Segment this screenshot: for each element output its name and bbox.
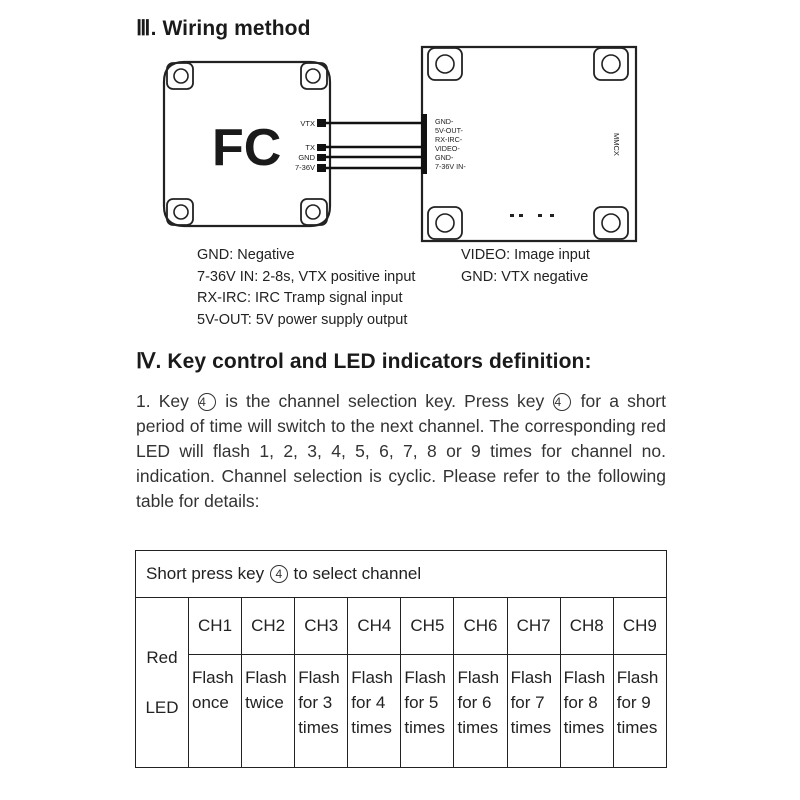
flash-line: once — [192, 693, 229, 712]
para-text: for a short period of time will switch to the next channel. The corresponding red LED will flash 1, 2, 3, 4, 5, 6, 7, 8 or 9 times for channel no. indication. Channel selection is cyclic. Please refer to the following table for details: — [136, 391, 666, 511]
vtx-mount-hole — [428, 48, 462, 80]
fc-pad-vtx — [317, 119, 326, 127]
vtx-mount-hole — [594, 207, 628, 239]
vtx-pin-label: GND- — [435, 153, 454, 162]
flash-line: Flash — [563, 668, 606, 687]
flash-line: times — [510, 718, 552, 737]
key-description-paragraph — [136, 389, 666, 514]
fc-pad-tx — [317, 144, 326, 151]
fc-label: FC — [212, 119, 282, 177]
flash-cell-ch1 — [189, 655, 242, 768]
channel-header-ch3: CH3 — [295, 598, 348, 655]
fc-mount-hole — [167, 63, 193, 89]
flash-line: Flash — [457, 668, 500, 687]
legend-line: 5V-OUT: 5V power supply output — [197, 311, 408, 328]
fc-pin-label: GND — [298, 153, 315, 162]
flash-cell-ch6 — [454, 655, 507, 768]
flash-cell-ch9 — [613, 655, 666, 768]
fc-pin-label: TX — [305, 143, 315, 152]
fc-board — [164, 62, 330, 226]
flash-cell-ch3 — [295, 655, 348, 768]
fc-mount-hole — [301, 199, 327, 225]
vtx-pin-label: VIDEO- — [435, 144, 460, 153]
key-4-icon: 4 — [553, 393, 571, 411]
flash-line: Flash — [192, 668, 234, 687]
key-4-icon: 4 — [198, 393, 216, 411]
vtx-pin-label: 7-36V IN- — [435, 162, 466, 171]
legend-line: GND: Negative — [197, 247, 295, 263]
fc-pad-gnd — [317, 154, 326, 161]
title-text: to select channel — [288, 564, 422, 583]
red-led-label — [136, 598, 189, 768]
channel-table — [135, 550, 667, 768]
flash-line: times — [457, 718, 499, 737]
para-text: is the channel selection key. Press key — [217, 391, 553, 411]
fc-pin-label: 7-36V — [294, 163, 315, 172]
title-text: Short press key — [146, 564, 269, 583]
flash-cell-ch8 — [560, 655, 613, 768]
flash-line: Flash — [510, 668, 553, 687]
flash-line: for 9 — [616, 693, 651, 712]
wires — [326, 123, 424, 168]
flash-line: for 8 — [563, 693, 598, 712]
vtx-mount-hole — [594, 48, 628, 80]
channel-header-ch4: CH4 — [348, 598, 401, 655]
para-text: 1. Key — [136, 391, 198, 411]
wiring-diagram — [0, 0, 800, 250]
vtx-pin-label: 5V-OUT- — [435, 126, 463, 135]
fc-pad-power — [317, 164, 326, 172]
fc-mount-hole — [167, 199, 193, 225]
channel-header-ch7: CH7 — [507, 598, 560, 655]
flash-line: for 3 — [298, 693, 333, 712]
flash-line: times — [616, 718, 658, 737]
legend-right — [461, 245, 590, 288]
legend-line: 7-36V IN: 2-8s, VTX positive input — [197, 268, 416, 285]
flash-line: for 6 — [457, 693, 492, 712]
vtx-component — [538, 214, 542, 217]
led-label: LED — [145, 697, 179, 717]
channel-header-ch5: CH5 — [401, 598, 454, 655]
flash-line: times — [563, 718, 605, 737]
flash-cell-ch5 — [401, 655, 454, 768]
vtx-component — [519, 214, 523, 217]
flash-line: times — [404, 718, 445, 737]
channel-header-ch6: CH6 — [454, 598, 507, 655]
flash-line: for 7 — [510, 693, 545, 712]
flash-line: twice — [245, 693, 284, 712]
flash-cell-ch2 — [242, 655, 295, 768]
wiring-heading: Ⅲ. Wiring method — [136, 17, 311, 40]
key-4-icon: 4 — [270, 565, 288, 583]
flash-line: for 4 — [351, 693, 386, 712]
flash-line: times — [298, 718, 339, 737]
vtx-pin-label: RX-IRC- — [435, 135, 463, 144]
flash-line: Flash — [351, 668, 393, 687]
channel-header-ch8: CH8 — [560, 598, 613, 655]
fc-pin-label: VTX — [300, 119, 315, 128]
table-title — [136, 551, 667, 598]
flash-line: Flash — [616, 668, 659, 687]
channel-header-ch2: CH2 — [242, 598, 295, 655]
table-title-row — [136, 551, 667, 598]
red-label: Red — [146, 647, 178, 667]
mmcx-label: MMCX — [612, 133, 621, 156]
vtx-component — [550, 214, 554, 217]
flash-cell-ch7 — [507, 655, 560, 768]
flash-line: for 5 — [404, 693, 439, 712]
legend-line: VIDEO: Image input — [461, 247, 590, 263]
channel-row — [136, 598, 667, 655]
vtx-pin-label: GND- — [435, 117, 454, 126]
channel-header-ch9: CH9 — [613, 598, 666, 655]
legend-left — [197, 245, 415, 331]
legend-line: GND: VTX negative — [461, 268, 589, 285]
flash-line: times — [351, 718, 392, 737]
vtx-pin-header — [421, 114, 427, 174]
vtx-mount-hole — [428, 207, 462, 239]
channel-header-ch1: CH1 — [189, 598, 242, 655]
flash-cell-ch4 — [348, 655, 401, 768]
flash-row — [136, 655, 667, 768]
flash-line: Flash — [404, 668, 446, 687]
vtx-component — [510, 214, 514, 217]
key-control-heading: Ⅳ. Key control and LED indicators definition: — [136, 350, 592, 373]
legend-line: RX-IRC: IRC Tramp signal input — [197, 290, 403, 306]
flash-line: Flash — [298, 668, 340, 687]
flash-line: Flash — [245, 668, 287, 687]
vtx-board — [421, 47, 636, 241]
fc-mount-hole — [301, 63, 327, 89]
